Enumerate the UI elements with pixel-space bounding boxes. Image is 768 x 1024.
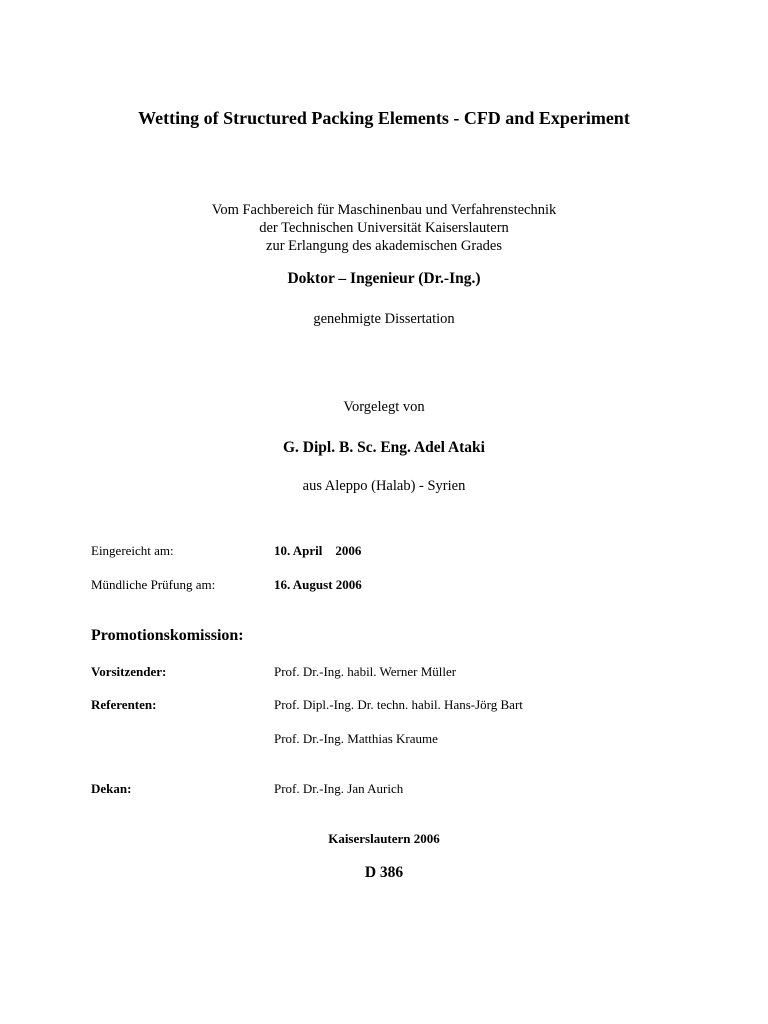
faculty-line: Vom Fachbereich für Maschinenbau und Verfahrenstechnik <box>211 202 557 218</box>
faculty-line: zur Erlangung des akademischen Grades <box>266 238 502 254</box>
oral-exam-date-label: Mündliche Prüfung am: <box>91 577 216 592</box>
document-number: D 386 <box>364 864 404 881</box>
oral-exam-date-value: 16. August 2006 <box>274 577 362 592</box>
chair-label: Vorsitzender: <box>91 664 167 679</box>
submitted-date-label: Eingereicht am: <box>91 543 174 558</box>
degree-title: Doktor – Ingenieur (Dr.-Ing.) <box>287 270 481 287</box>
chair-value: Prof. Dr.-Ing. habil. Werner Müller <box>274 664 457 679</box>
document-title: Wetting of Structured Packing Elements - CFD and Experiment <box>138 108 630 128</box>
submitted-date-value: 10. April 2006 <box>274 543 362 558</box>
submitted-by-label: Vorgelegt von <box>343 399 425 415</box>
dean-value: Prof. Dr.-Ing. Jan Aurich <box>274 781 404 796</box>
dissertation-note: genehmigte Dissertation <box>313 311 455 327</box>
referee-1: Prof. Dipl.-Ing. Dr. techn. habil. Hans-Jörg Bart <box>274 697 523 712</box>
commission-heading: Promotionskomission: <box>91 627 244 644</box>
place-year: Kaiserslautern 2006 <box>328 831 440 846</box>
faculty-statement <box>0 201 768 255</box>
faculty-line: der Technischen Universität Kaiserslautern <box>259 220 509 236</box>
author-name: G. Dipl. B. Sc. Eng. Adel Ataki <box>283 439 485 456</box>
author-origin: aus Aleppo (Halab) - Syrien <box>302 478 466 494</box>
referees-label: Referenten: <box>91 697 157 712</box>
referee-2: Prof. Dr.-Ing. Matthias Kraume <box>274 731 438 746</box>
dean-label: Dekan: <box>91 781 132 796</box>
